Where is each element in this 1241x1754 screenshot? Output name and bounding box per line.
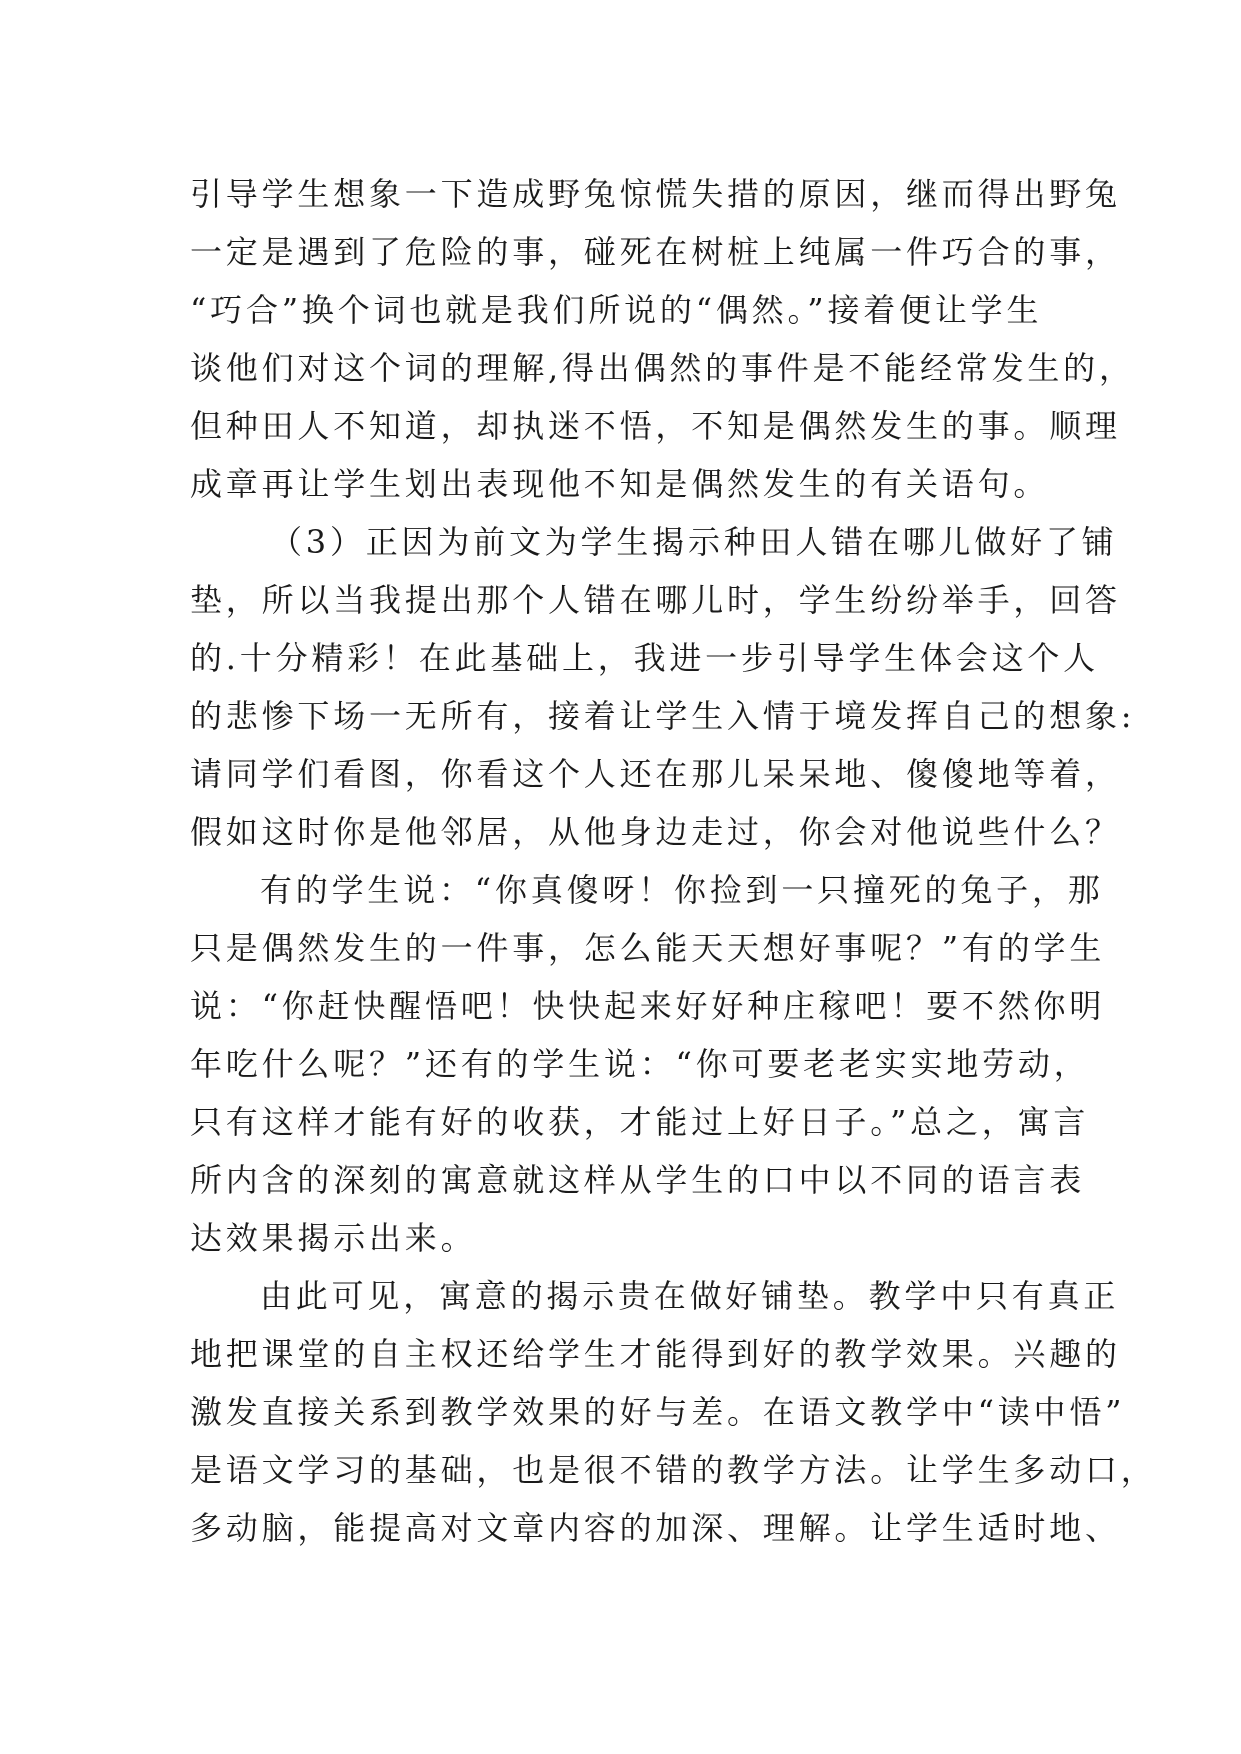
paragraph-1 (190, 165, 1135, 513)
paragraph-line: 垫，所以当我提出那个人错在哪儿时，学生纷纷举手，回答 (190, 581, 1121, 619)
paragraph-line: 有的学生说：“你真傻呀！你捡到一只撞死的兔子，那 (260, 871, 1104, 909)
paragraph-line: 只有这样才能有好的收获，才能过上好日子。”总之，寓言 (190, 1103, 1090, 1141)
document-body (190, 165, 1157, 1557)
paragraph-line: 地把课堂的自主权还给学生才能得到好的教学效果。兴趣的 (190, 1335, 1121, 1373)
paragraph-line: 所内含的深刻的寓意就这样从学生的口中以不同的语言表 (190, 1161, 1086, 1199)
paragraph-3 (190, 861, 1106, 1267)
paragraph-2 (190, 513, 1136, 861)
paragraph-line: 谈他们对这个词的理解,得出偶然的事件是不能经常发生的， (190, 349, 1135, 387)
paragraph-line: 年吃什么呢？”还有的学生说：“你可要老老实实地劳动， (190, 1045, 1090, 1083)
paragraph-line: 达效果揭示出来。 (190, 1219, 477, 1257)
paragraph-line: 说：“你赶快醒悟吧！快快起来好好种庄稼吧！要不然你明 (190, 987, 1106, 1025)
paragraph-line: 多动脑，能提高对文章内容的加深、理解。让学生适时地、 (190, 1509, 1121, 1547)
paragraph-line: 一定是遇到了危险的事，碰死在树桩上纯属一件巧合的事， (190, 233, 1121, 271)
paragraph-line: 的悲惨下场一无所有，接着让学生入情于境发挥自己的想象: (190, 697, 1136, 735)
paragraph-line: 由此可见，寓意的揭示贵在做好铺垫。教学中只有真正 (260, 1277, 1120, 1315)
paragraph-line: 激发直接关系到教学效果的好与差。在语文教学中“读中悟” (190, 1393, 1126, 1431)
paragraph-line: 请同学们看图，你看这个人还在那儿呆呆地、傻傻地等着， (190, 755, 1121, 793)
paragraph-4 (190, 1267, 1157, 1557)
paragraph-line: （3）正因为前文为学生揭示种田人错在哪儿做好了铺 (270, 523, 1118, 561)
paragraph-line: 假如这时你是他邻居，从他身边走过，你会对他说些什么？ (190, 813, 1121, 851)
paragraph-line: 但种田人不知道，却执迷不悟，不知是偶然发生的事。顺理 (190, 407, 1121, 445)
paragraph-line: 成章再让学生划出表现他不知是偶然发生的有关语句。 (190, 465, 1050, 503)
paragraph-line: 的.十分精彩！在此基础上，我进一步引导学生体会这个人 (190, 639, 1099, 677)
paragraph-line: 是语文学习的基础，也是很不错的教学方法。让学生多动口， (190, 1451, 1157, 1489)
paragraph-line: “巧合”换个词也就是我们所说的“偶然。”接着便让学生 (190, 291, 1043, 329)
paragraph-line: 引导学生想象一下造成野兔惊慌失措的原因，继而得出野兔 (190, 175, 1121, 213)
paragraph-line: 只是偶然发生的一件事，怎么能天天想好事呢？”有的学生 (190, 929, 1106, 967)
